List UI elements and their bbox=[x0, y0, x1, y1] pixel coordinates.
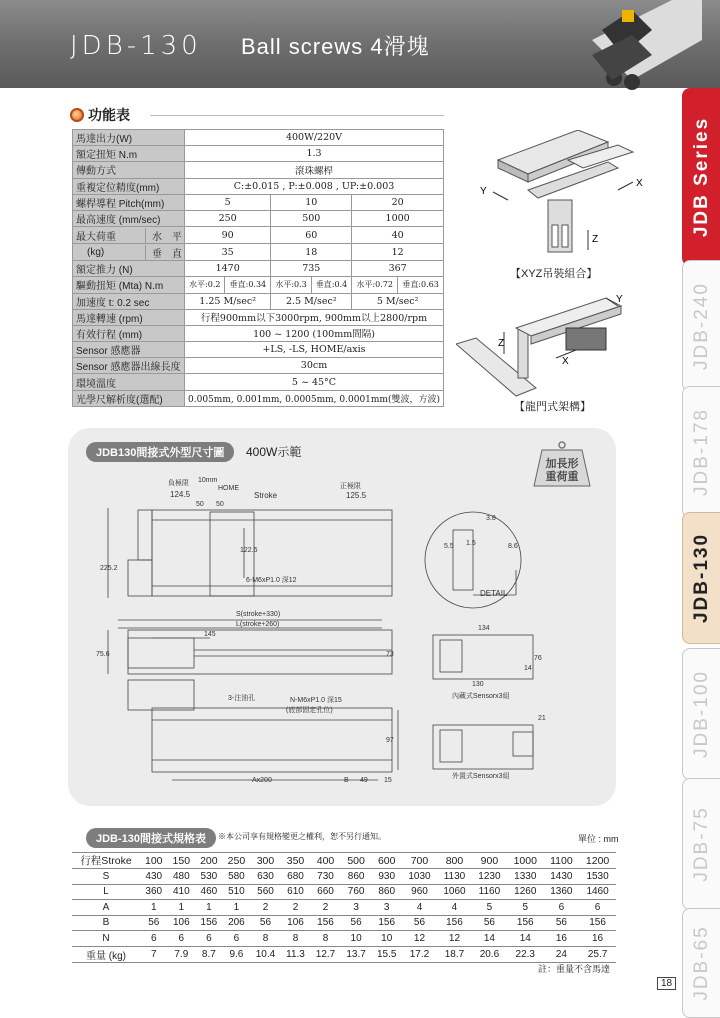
table-cell: 610 bbox=[281, 884, 310, 900]
table-cell: 16 bbox=[544, 931, 580, 947]
spec-footnote: 註：重量不含馬達 bbox=[538, 964, 611, 974]
axis-y-label: Y bbox=[480, 186, 487, 197]
page-number: 18 bbox=[657, 977, 676, 990]
side-tab-strip bbox=[682, 88, 720, 1018]
dim-label: 225.2 bbox=[100, 565, 118, 572]
table-cell: 12 bbox=[402, 931, 437, 947]
dim-label: S(stroke+330) bbox=[236, 611, 281, 618]
dim-label: 75.6 bbox=[96, 651, 110, 658]
table-cell: 900 bbox=[472, 853, 507, 869]
func-section-label bbox=[70, 104, 130, 126]
row-label: S bbox=[72, 869, 140, 885]
table-cell: 14 bbox=[507, 931, 544, 947]
spec-table bbox=[72, 852, 616, 963]
cell: 額定扭矩 N.m bbox=[73, 146, 185, 162]
cell: 18 bbox=[271, 244, 352, 261]
table-cell: 630 bbox=[250, 869, 281, 885]
axis-y-label: Y bbox=[616, 294, 623, 305]
cell: 螺桿導程 Pitch(mm) bbox=[73, 194, 185, 210]
dim-label: 1.5 bbox=[466, 540, 476, 547]
cell: C:±0.015 , P:±0.008 , UP:±0.003 bbox=[185, 178, 444, 194]
dim-label: 14 bbox=[524, 665, 532, 672]
table-cell: 6 bbox=[223, 931, 251, 947]
dim-label: (底部固定孔位) bbox=[286, 707, 333, 714]
dim-label: 15 bbox=[384, 777, 392, 784]
divider bbox=[150, 115, 444, 116]
table-cell: 410 bbox=[168, 884, 196, 900]
table-cell: 580 bbox=[223, 869, 251, 885]
cell: 367 bbox=[352, 261, 444, 277]
table-cell: 1 bbox=[223, 900, 251, 916]
model-subtitle: Ball screws 4滑塊 bbox=[240, 34, 430, 59]
dim-label: HOME bbox=[218, 485, 239, 492]
table-row bbox=[72, 884, 616, 900]
axis-z-label: Z bbox=[592, 234, 599, 245]
table-cell: 16 bbox=[579, 931, 616, 947]
table-cell: 6 bbox=[140, 931, 168, 947]
cell-text: 垂 直 bbox=[145, 245, 182, 260]
dim-label: 97 bbox=[386, 737, 394, 744]
table-cell: 1530 bbox=[579, 869, 616, 885]
badge-text: 重荷重 bbox=[545, 471, 579, 483]
dim-label: 134 bbox=[478, 625, 490, 632]
cell: 最高速度 (mm/sec) bbox=[73, 210, 185, 226]
cell: 傳動方式 bbox=[73, 162, 185, 178]
cell: 光學尺解析度(選配) bbox=[73, 390, 185, 406]
dim-label: Stroke bbox=[254, 491, 278, 500]
table-cell: 510 bbox=[223, 884, 251, 900]
table-cell: 2 bbox=[281, 900, 310, 916]
cell: 500 bbox=[271, 210, 352, 226]
tab-jdb-100[interactable] bbox=[682, 648, 720, 780]
table-cell: 56 bbox=[402, 915, 437, 931]
table-row bbox=[72, 946, 616, 962]
table-cell: 2 bbox=[250, 900, 281, 916]
unit-label: 單位 : mm bbox=[578, 834, 619, 844]
table-cell: 8 bbox=[250, 931, 281, 947]
table-cell: 100 bbox=[140, 853, 168, 869]
tab-label: JDB-100 bbox=[690, 670, 712, 758]
table-cell: 156 bbox=[371, 915, 402, 931]
cell: 加速度 t: 0.2 sec bbox=[73, 293, 185, 309]
table-cell: 106 bbox=[281, 915, 310, 931]
row-label: L bbox=[72, 884, 140, 900]
model-name: JDB-130 bbox=[70, 31, 202, 61]
dim-label: 122.5 bbox=[240, 547, 258, 554]
cell: 90 bbox=[185, 227, 271, 244]
cell: 30cm bbox=[185, 358, 444, 374]
table-cell: 1000 bbox=[507, 853, 544, 869]
dimension-section-pill: JDB130間接式外型尺寸圖 bbox=[86, 442, 234, 462]
dim-label: 50 bbox=[196, 501, 204, 508]
table-cell: 680 bbox=[281, 869, 310, 885]
table-cell: 430 bbox=[140, 869, 168, 885]
table-cell: 206 bbox=[223, 915, 251, 931]
cell: 重複定位精度(mm) bbox=[73, 178, 185, 194]
tab-label: JDB-65 bbox=[690, 925, 712, 1001]
bullet-icon bbox=[70, 108, 84, 122]
table-cell: 156 bbox=[579, 915, 616, 931]
cell bbox=[73, 244, 185, 261]
table-cell: 10 bbox=[341, 931, 372, 947]
cell: 馬達出力(W) bbox=[73, 130, 185, 146]
table-cell: 8.7 bbox=[195, 946, 223, 962]
table-cell: 22.3 bbox=[507, 946, 544, 962]
gantry-caption: 【龍門式架構】 bbox=[514, 401, 591, 413]
xyz-caption: 【XYZ吊裝組合】 bbox=[510, 268, 598, 280]
table-cell: 18.7 bbox=[437, 946, 472, 962]
table-cell: 730 bbox=[310, 869, 341, 885]
table-cell: 12 bbox=[437, 931, 472, 947]
table-row bbox=[72, 931, 616, 947]
row-label: A bbox=[72, 900, 140, 916]
page-title bbox=[70, 30, 430, 61]
tab-label: JDB Series bbox=[690, 116, 712, 238]
cell: 1.25 M/sec² bbox=[185, 293, 271, 309]
dim-label: N-M6xP1.0 深15 bbox=[290, 697, 342, 704]
cell: Sensor 感應器出線長度 bbox=[73, 358, 185, 374]
cell: 100 ~ 1200 (100mm間隔) bbox=[185, 325, 444, 341]
table-cell: 350 bbox=[281, 853, 310, 869]
table-cell: 1330 bbox=[507, 869, 544, 885]
table-cell: 8 bbox=[281, 931, 310, 947]
table-cell: 1460 bbox=[579, 884, 616, 900]
table-cell: 15.5 bbox=[371, 946, 402, 962]
table-cell: 20.6 bbox=[472, 946, 507, 962]
dim-label: 49 bbox=[360, 777, 368, 784]
table-cell: 24 bbox=[544, 946, 580, 962]
cell: 環境溫度 bbox=[73, 374, 185, 390]
table-row bbox=[72, 915, 616, 931]
dim-label: 3.8 bbox=[486, 515, 496, 522]
table-cell: 250 bbox=[223, 853, 251, 869]
dim-label: 73 bbox=[386, 651, 394, 658]
cell: 735 bbox=[271, 261, 352, 277]
table-cell: 1100 bbox=[544, 853, 580, 869]
dim-label: 外置式Sensorx3組 bbox=[452, 773, 510, 780]
cell-text: 最大荷重 bbox=[76, 231, 116, 243]
tab-jdb-130[interactable] bbox=[682, 512, 720, 644]
cell: 有效行程 (mm) bbox=[73, 325, 185, 341]
dim-label: 130 bbox=[472, 681, 484, 688]
dim-label: 6-M6xP1.0 深12 bbox=[246, 577, 297, 584]
cell: 垂直:0.63 bbox=[398, 277, 444, 293]
cell: 10 bbox=[271, 194, 352, 210]
tab-jdb-65[interactable] bbox=[682, 908, 720, 1018]
table-cell: 1160 bbox=[472, 884, 507, 900]
cell: 5 ~ 45°C bbox=[185, 374, 444, 390]
cell: 水平:0.2 bbox=[185, 277, 225, 293]
badge-text: 加長形 bbox=[545, 458, 579, 470]
table-cell: 760 bbox=[341, 884, 372, 900]
table-cell: 6 bbox=[195, 931, 223, 947]
cell: 0.005mm, 0.001mm, 0.0005mm, 0.0001mm(雙波，方波) bbox=[185, 390, 444, 406]
table-cell: 460 bbox=[195, 884, 223, 900]
row-label: B bbox=[72, 915, 140, 931]
table-cell: 106 bbox=[168, 915, 196, 931]
table-cell: 200 bbox=[195, 853, 223, 869]
dimension-drawing bbox=[68, 470, 616, 800]
tab-label: JDB-75 bbox=[690, 806, 712, 882]
cell: 馬達轉速 (rpm) bbox=[73, 309, 185, 325]
table-row bbox=[72, 869, 616, 885]
dim-label: 76 bbox=[534, 655, 542, 662]
table-cell: 860 bbox=[341, 869, 372, 885]
row-label: N bbox=[72, 931, 140, 947]
table-cell: 1430 bbox=[544, 869, 580, 885]
table-cell: 156 bbox=[507, 915, 544, 931]
table-cell: 6 bbox=[579, 900, 616, 916]
dim-label: 145 bbox=[204, 631, 216, 638]
cell: 額定推力 (N) bbox=[73, 261, 185, 277]
axis-x-label: X bbox=[562, 356, 569, 367]
tab-jdb-240[interactable] bbox=[682, 260, 720, 392]
table-cell: 156 bbox=[195, 915, 223, 931]
dim-label: 50 bbox=[216, 501, 224, 508]
table-cell: 6 bbox=[544, 900, 580, 916]
tab-jdb-series[interactable] bbox=[682, 88, 720, 266]
table-cell: 3 bbox=[371, 900, 402, 916]
cell: 1470 bbox=[185, 261, 271, 277]
spec-note: ※本公司享有規格變更之權利，恕不另行通知。 bbox=[218, 832, 386, 841]
tab-label: JDB-240 bbox=[690, 282, 712, 370]
cell-text: 水 平 bbox=[145, 228, 182, 243]
dim-label: 內藏式Sensorx3組 bbox=[452, 693, 510, 700]
table-cell: 10 bbox=[371, 931, 402, 947]
table-cell: 4 bbox=[402, 900, 437, 916]
table-cell: 1230 bbox=[472, 869, 507, 885]
row-label: 重量 (kg) bbox=[72, 946, 140, 962]
tab-jdb-75[interactable] bbox=[682, 778, 720, 910]
table-cell: 300 bbox=[250, 853, 281, 869]
table-cell: 600 bbox=[371, 853, 402, 869]
dim-label: 125.5 bbox=[346, 491, 367, 500]
cell: 250 bbox=[185, 210, 271, 226]
tab-label: JDB-130 bbox=[690, 532, 712, 624]
table-cell: 56 bbox=[472, 915, 507, 931]
table-cell: 150 bbox=[168, 853, 196, 869]
table-cell: 56 bbox=[341, 915, 372, 931]
cell: 1.3 bbox=[185, 146, 444, 162]
table-cell: 960 bbox=[402, 884, 437, 900]
table-cell: 9.6 bbox=[223, 946, 251, 962]
table-cell: 6 bbox=[168, 931, 196, 947]
dim-label: 負極限 bbox=[168, 480, 189, 487]
table-cell: 5 bbox=[507, 900, 544, 916]
table-cell: 11.3 bbox=[281, 946, 310, 962]
table-cell: 1200 bbox=[579, 853, 616, 869]
dim-label: 21 bbox=[538, 715, 546, 722]
cell: 垂直:0.34 bbox=[225, 277, 271, 293]
table-cell: 14 bbox=[472, 931, 507, 947]
section-title: 功能表 bbox=[88, 107, 130, 123]
cell: 40 bbox=[352, 227, 444, 244]
cell: 垂直:0.4 bbox=[311, 277, 351, 293]
dim-label: 8.6 bbox=[508, 543, 518, 550]
table-cell: 860 bbox=[371, 884, 402, 900]
cell: 5 bbox=[185, 194, 271, 210]
cell: 60 bbox=[271, 227, 352, 244]
function-table bbox=[72, 129, 444, 407]
gantry-diagram bbox=[456, 288, 636, 398]
cell: 400W/220V bbox=[185, 130, 444, 146]
table-cell: 3 bbox=[341, 900, 372, 916]
table-cell: 1030 bbox=[402, 869, 437, 885]
table-cell: 660 bbox=[310, 884, 341, 900]
table-cell: 1 bbox=[140, 900, 168, 916]
cell: 5 M/sec² bbox=[352, 293, 444, 309]
cell: 1000 bbox=[352, 210, 444, 226]
table-cell: 56 bbox=[544, 915, 580, 931]
axis-z-label: Z bbox=[498, 338, 505, 349]
table-cell: 10.4 bbox=[250, 946, 281, 962]
table-cell: 8 bbox=[310, 931, 341, 947]
table-cell: 400 bbox=[310, 853, 341, 869]
table-cell: 5 bbox=[472, 900, 507, 916]
row-label: 行程Stroke bbox=[72, 853, 140, 869]
dim-label: 正極限 bbox=[340, 483, 361, 490]
tab-label: JDB-178 bbox=[690, 408, 712, 496]
axis-x-label: X bbox=[636, 178, 643, 189]
cell: 水平:0.3 bbox=[271, 277, 311, 293]
table-cell: 13.7 bbox=[341, 946, 372, 962]
table-cell: 156 bbox=[437, 915, 472, 931]
table-cell: 1360 bbox=[544, 884, 580, 900]
table-cell: 56 bbox=[140, 915, 168, 931]
dim-label: Ax200 bbox=[252, 777, 272, 784]
table-cell: 530 bbox=[195, 869, 223, 885]
table-cell: 1 bbox=[195, 900, 223, 916]
table-cell: 12.7 bbox=[310, 946, 341, 962]
dim-label: 10mm bbox=[198, 477, 218, 484]
dim-label: 3-注油孔 bbox=[228, 695, 256, 702]
table-cell: 1130 bbox=[437, 869, 472, 885]
cell bbox=[73, 227, 185, 244]
cell: 行程900mm以下3000rpm, 900mm以上2800/rpm bbox=[185, 309, 444, 325]
tab-jdb-178[interactable] bbox=[682, 386, 720, 518]
table-cell: 7.9 bbox=[168, 946, 196, 962]
xyz-assembly-diagram bbox=[458, 130, 658, 270]
table-cell: 480 bbox=[168, 869, 196, 885]
table-cell: 156 bbox=[310, 915, 341, 931]
cell: +LS, -LS, HOME/axis bbox=[185, 342, 444, 358]
dim-label: DETAIL bbox=[480, 589, 508, 598]
dim-label: B bbox=[344, 777, 349, 784]
spec-section-pill: JDB-130間接式規格表 bbox=[86, 828, 216, 848]
table-cell: 700 bbox=[402, 853, 437, 869]
table-cell: 7 bbox=[140, 946, 168, 962]
table-cell: 2 bbox=[310, 900, 341, 916]
cell: 滾珠螺桿 bbox=[185, 162, 444, 178]
table-cell: 1260 bbox=[507, 884, 544, 900]
table-cell: 800 bbox=[437, 853, 472, 869]
table-cell: 1060 bbox=[437, 884, 472, 900]
cell: 驅動扭矩 (Mta) N.m bbox=[73, 277, 185, 293]
cell: Sensor 感應器 bbox=[73, 342, 185, 358]
table-cell: 360 bbox=[140, 884, 168, 900]
table-cell: 17.2 bbox=[402, 946, 437, 962]
cell-text: (kg) bbox=[87, 246, 105, 258]
table-cell: 500 bbox=[341, 853, 372, 869]
cell: 20 bbox=[352, 194, 444, 210]
table-cell: 56 bbox=[250, 915, 281, 931]
table-cell: 1 bbox=[168, 900, 196, 916]
table-row bbox=[72, 853, 616, 869]
cell: 2.5 M/sec² bbox=[271, 293, 352, 309]
dim-label: 124.5 bbox=[170, 490, 191, 499]
dim-label: 5.5 bbox=[444, 543, 454, 550]
table-row bbox=[72, 900, 616, 916]
table-cell: 4 bbox=[437, 900, 472, 916]
table-cell: 930 bbox=[371, 869, 402, 885]
cell: 12 bbox=[352, 244, 444, 261]
table-cell: 25.7 bbox=[579, 946, 616, 962]
dimension-note: 400W示範 bbox=[246, 445, 302, 459]
cell: 水平:0.72 bbox=[352, 277, 398, 293]
cell: 35 bbox=[185, 244, 271, 261]
table-cell: 560 bbox=[250, 884, 281, 900]
dim-label: L(stroke+260) bbox=[236, 621, 280, 628]
